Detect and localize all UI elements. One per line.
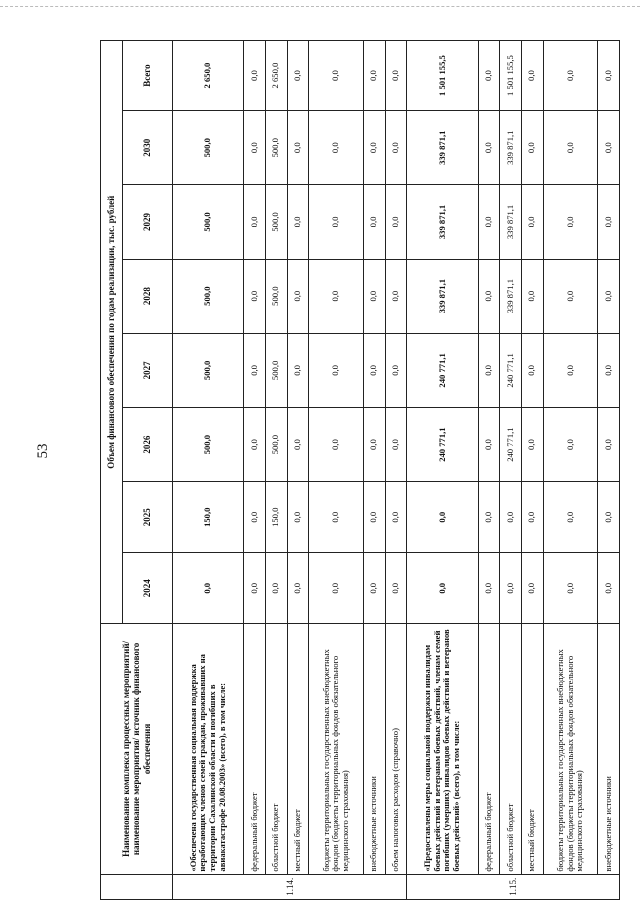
total-cell: 0,0 bbox=[543, 41, 598, 111]
value-cell: 339 871,1 bbox=[500, 259, 522, 333]
table-row bbox=[363, 41, 385, 900]
value-cell: 0,0 bbox=[244, 482, 266, 553]
table-row bbox=[478, 41, 500, 900]
row-name: федеральный бюджет bbox=[244, 624, 266, 874]
total-cell: 2 650,0 bbox=[173, 41, 244, 111]
year-header: 2024 bbox=[123, 553, 173, 624]
row-name: «Обеспечена государственная социальная поддержка неработающих членов семей граждан, проживавших на территории Сахалинской области и погибших в авиакатастрофе 20.08.2003» (всего), в том числе: bbox=[173, 624, 244, 874]
value-cell: 0,0 bbox=[309, 185, 364, 259]
value-cell: 339 871,1 bbox=[500, 111, 522, 185]
value-cell: 339 871,1 bbox=[407, 111, 478, 185]
header-name: Наименование комплекса процессных мероприятий/наименование мероприятия/ источник финансового обеспечения bbox=[101, 624, 173, 874]
table-row bbox=[407, 41, 478, 900]
value-cell: 0,0 bbox=[478, 553, 500, 624]
total-cell: 0,0 bbox=[287, 41, 309, 111]
value-cell: 0,0 bbox=[244, 185, 266, 259]
year-header: 2030 bbox=[123, 111, 173, 185]
year-header: 2029 bbox=[123, 185, 173, 259]
value-cell: 0,0 bbox=[521, 553, 543, 624]
rotated-page bbox=[100, 40, 620, 900]
header-index-cell bbox=[101, 874, 173, 899]
table-row bbox=[385, 41, 407, 900]
value-cell: 0,0 bbox=[385, 185, 407, 259]
rotated-table-container bbox=[100, 40, 620, 900]
total-cell: 0,0 bbox=[363, 41, 385, 111]
value-cell: 0,0 bbox=[309, 259, 364, 333]
row-name: внебюджетные источники bbox=[598, 624, 620, 874]
value-cell: 0,0 bbox=[543, 259, 598, 333]
value-cell: 0,0 bbox=[244, 553, 266, 624]
row-name: бюджеты территориальных государственных внебюджетных фондов (бюджеты территориальных фондов обязательного медицинского страхования) bbox=[309, 624, 364, 874]
table-body bbox=[173, 41, 620, 900]
value-cell: 0,0 bbox=[521, 408, 543, 482]
value-cell: 0,0 bbox=[287, 185, 309, 259]
value-cell: 0,0 bbox=[543, 553, 598, 624]
value-cell: 0,0 bbox=[244, 333, 266, 407]
value-cell: 0,0 bbox=[598, 408, 620, 482]
total-cell: 0,0 bbox=[478, 41, 500, 111]
value-cell: 0,0 bbox=[385, 482, 407, 553]
total-cell: 0,0 bbox=[309, 41, 364, 111]
value-cell: 339 871,1 bbox=[500, 185, 522, 259]
value-cell: 500,0 bbox=[173, 408, 244, 482]
value-cell: 0,0 bbox=[287, 333, 309, 407]
year-header: 2028 bbox=[123, 259, 173, 333]
value-cell: 0,0 bbox=[598, 111, 620, 185]
value-cell: 0,0 bbox=[309, 111, 364, 185]
value-cell: 0,0 bbox=[287, 553, 309, 624]
value-cell: 0,0 bbox=[287, 408, 309, 482]
scan-edge bbox=[0, 0, 640, 7]
value-cell: 0,0 bbox=[407, 553, 478, 624]
value-cell: 0,0 bbox=[385, 553, 407, 624]
total-header: Всего bbox=[123, 41, 173, 111]
value-cell: 500,0 bbox=[265, 408, 287, 482]
value-cell: 0,0 bbox=[478, 482, 500, 553]
value-cell: 150,0 bbox=[173, 482, 244, 553]
value-cell: 240 771,1 bbox=[407, 333, 478, 407]
row-name: объем налоговых расходов (справочно) bbox=[385, 624, 407, 874]
value-cell: 0,0 bbox=[244, 259, 266, 333]
value-cell: 0,0 bbox=[309, 553, 364, 624]
row-name: бюджеты территориальных государственных внебюджетных фондов (бюджеты территориальных фондов обязательного медицинского страхования) bbox=[543, 624, 598, 874]
value-cell: 339 871,1 bbox=[407, 259, 478, 333]
table-row bbox=[287, 41, 309, 900]
row-name: «Предоставлены меры социальной поддержки инвалидам боевых действий и ветеранам боевых действий, членам семей погибших (умерших) инвалидов боевых действий и ветеранов боевых действий» (всего), в том числе: bbox=[407, 624, 478, 874]
row-name: областной бюджет bbox=[265, 624, 287, 874]
value-cell: 0,0 bbox=[521, 333, 543, 407]
year-header: 2025 bbox=[123, 482, 173, 553]
value-cell: 0,0 bbox=[478, 259, 500, 333]
value-cell: 0,0 bbox=[363, 111, 385, 185]
value-cell: 240 771,1 bbox=[500, 408, 522, 482]
value-cell: 0,0 bbox=[309, 408, 364, 482]
value-cell: 0,0 bbox=[598, 333, 620, 407]
value-cell: 0,0 bbox=[385, 259, 407, 333]
value-cell: 0,0 bbox=[478, 408, 500, 482]
page-number: 53 bbox=[35, 443, 51, 459]
value-cell: 0,0 bbox=[363, 408, 385, 482]
value-cell: 0,0 bbox=[500, 553, 522, 624]
value-cell: 0,0 bbox=[598, 259, 620, 333]
value-cell: 0,0 bbox=[543, 408, 598, 482]
table-row bbox=[309, 41, 364, 900]
value-cell: 500,0 bbox=[265, 259, 287, 333]
value-cell: 0,0 bbox=[363, 482, 385, 553]
value-cell: 0,0 bbox=[244, 111, 266, 185]
value-cell: 0,0 bbox=[521, 185, 543, 259]
value-cell: 0,0 bbox=[478, 111, 500, 185]
value-cell: 0,0 bbox=[521, 111, 543, 185]
value-cell: 0,0 bbox=[500, 482, 522, 553]
value-cell: 0,0 bbox=[478, 333, 500, 407]
row-name: местный бюджет bbox=[287, 624, 309, 874]
financing-table bbox=[100, 40, 620, 900]
value-cell: 500,0 bbox=[173, 185, 244, 259]
value-cell: 0,0 bbox=[521, 259, 543, 333]
value-cell: 240 771,1 bbox=[500, 333, 522, 407]
block-index: 1.15. bbox=[407, 874, 620, 899]
year-header: 2026 bbox=[123, 408, 173, 482]
value-cell: 0,0 bbox=[287, 259, 309, 333]
total-cell: 0,0 bbox=[521, 41, 543, 111]
value-cell: 0,0 bbox=[173, 553, 244, 624]
value-cell: 0,0 bbox=[265, 553, 287, 624]
row-name: федеральный бюджет bbox=[478, 624, 500, 874]
value-cell: 500,0 bbox=[173, 333, 244, 407]
value-cell: 240 771,1 bbox=[407, 408, 478, 482]
value-cell: 0,0 bbox=[543, 111, 598, 185]
header-group: Объем финансового обеспечения по годам реализации, тыс. рублей bbox=[101, 41, 123, 624]
row-name: внебюджетные источники bbox=[363, 624, 385, 874]
total-cell: 0,0 bbox=[385, 41, 407, 111]
table-row bbox=[543, 41, 598, 900]
value-cell: 0,0 bbox=[309, 333, 364, 407]
value-cell: 500,0 bbox=[265, 333, 287, 407]
value-cell: 500,0 bbox=[265, 185, 287, 259]
value-cell: 0,0 bbox=[598, 553, 620, 624]
value-cell: 500,0 bbox=[265, 111, 287, 185]
table-row bbox=[598, 41, 620, 900]
table-row bbox=[173, 41, 244, 900]
year-header: 2027 bbox=[123, 333, 173, 407]
value-cell: 500,0 bbox=[173, 259, 244, 333]
value-cell: 0,0 bbox=[363, 259, 385, 333]
value-cell: 0,0 bbox=[385, 333, 407, 407]
table-row bbox=[500, 41, 522, 900]
total-cell: 1 501 155,5 bbox=[500, 41, 522, 111]
value-cell: 0,0 bbox=[363, 553, 385, 624]
total-cell: 2 650,0 bbox=[265, 41, 287, 111]
value-cell: 339 871,1 bbox=[407, 185, 478, 259]
value-cell: 0,0 bbox=[309, 482, 364, 553]
total-cell: 1 501 155,5 bbox=[407, 41, 478, 111]
row-name: местный бюджет bbox=[521, 624, 543, 874]
value-cell: 0,0 bbox=[287, 111, 309, 185]
value-cell: 0,0 bbox=[244, 408, 266, 482]
value-cell: 0,0 bbox=[543, 333, 598, 407]
value-cell: 0,0 bbox=[385, 111, 407, 185]
value-cell: 0,0 bbox=[287, 482, 309, 553]
value-cell: 0,0 bbox=[363, 185, 385, 259]
value-cell: 500,0 bbox=[173, 111, 244, 185]
value-cell: 0,0 bbox=[407, 482, 478, 553]
row-name: областной бюджет bbox=[500, 624, 522, 874]
total-cell: 0,0 bbox=[244, 41, 266, 111]
value-cell: 0,0 bbox=[521, 482, 543, 553]
table-row bbox=[265, 41, 287, 900]
value-cell: 0,0 bbox=[598, 185, 620, 259]
table-row bbox=[244, 41, 266, 900]
value-cell: 0,0 bbox=[543, 185, 598, 259]
value-cell: 0,0 bbox=[543, 482, 598, 553]
block-index: 1.14. bbox=[173, 874, 407, 899]
value-cell: 0,0 bbox=[598, 482, 620, 553]
value-cell: 0,0 bbox=[385, 408, 407, 482]
table-row bbox=[521, 41, 543, 900]
value-cell: 150,0 bbox=[265, 482, 287, 553]
total-cell: 0,0 bbox=[598, 41, 620, 111]
value-cell: 0,0 bbox=[363, 333, 385, 407]
value-cell: 0,0 bbox=[478, 185, 500, 259]
